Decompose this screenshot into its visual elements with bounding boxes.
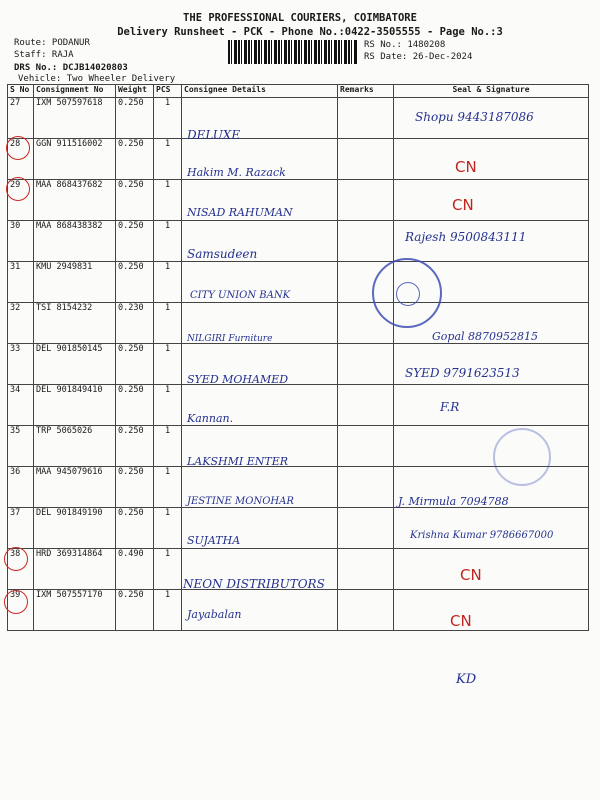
consignment-cell: IXM 507597618 — [34, 98, 116, 139]
handwritten-consignee: SYED MOHAMED — [187, 373, 289, 386]
handwritten-consignee: SUJATHA — [187, 534, 241, 547]
handwritten-consignee: LAKSHMI ENTER — [187, 455, 289, 468]
handwritten-signature: Krishna Kumar 9786667000 — [410, 530, 554, 541]
remarks-cell — [338, 98, 394, 139]
handwritten-signature: Rajesh 9500843111 — [405, 230, 527, 244]
sno-cell: 39 — [8, 590, 34, 631]
consignment-cell: DEL 901850145 — [34, 344, 116, 385]
remarks-cell — [338, 426, 394, 467]
pcs-cell: 1 — [154, 98, 182, 139]
red-circle-mark — [6, 177, 30, 201]
handwritten-signature: J. Mirmula 7094788 — [398, 495, 509, 508]
handwritten-consignee: Samsudeen — [187, 247, 258, 261]
consignment-cell: IXM 507557170 — [34, 590, 116, 631]
consignment-cell: DEL 901849410 — [34, 385, 116, 426]
drs-number: DRS No.: DCJB14020803 — [14, 63, 128, 73]
handwritten-consignee: NEON DISTRIBUTORS — [183, 577, 325, 591]
pcs-cell: 1 — [154, 590, 182, 631]
vehicle-label: Vehicle: Two Wheeler Delivery — [18, 74, 176, 84]
remarks-cell — [338, 590, 394, 631]
remarks-cell — [338, 467, 394, 508]
handwritten-signature: F.R — [440, 400, 460, 414]
remarks-cell — [338, 549, 394, 590]
col-remarks: Remarks — [338, 85, 394, 98]
consignment-cell: DEL 901849190 — [34, 508, 116, 549]
sno-cell: 35 — [8, 426, 34, 467]
sno-cell: 31 — [8, 262, 34, 303]
pcs-cell: 1 — [154, 549, 182, 590]
pcs-cell: 1 — [154, 426, 182, 467]
sno-cell: 37 — [8, 508, 34, 549]
weight-cell: 0.490 — [116, 549, 154, 590]
col-pcs: PCS — [154, 85, 182, 98]
remarks-cell — [338, 508, 394, 549]
remarks-cell — [338, 180, 394, 221]
handwritten-consignee: NILGIRI Furniture — [187, 334, 273, 344]
cn-mark: CN — [450, 612, 472, 630]
faint-seal-stamp — [493, 428, 551, 486]
table-row — [8, 139, 589, 180]
weight-cell: 0.250 — [116, 262, 154, 303]
weight-cell: 0.250 — [116, 467, 154, 508]
table-header-row — [8, 85, 589, 98]
staff-label: Staff: RAJA — [14, 50, 74, 60]
table-row — [8, 180, 589, 221]
rs-number: RS No.: 1480208 — [364, 40, 446, 50]
signature-cell — [394, 549, 589, 590]
red-circle-mark — [4, 547, 28, 571]
handwritten-consignee: JESTINE MONOHAR — [187, 496, 294, 507]
signature-cell — [394, 590, 589, 631]
handwritten-signature: Shopu 9443187086 — [415, 110, 534, 124]
signature-cell — [394, 385, 589, 426]
pcs-cell: 1 — [154, 344, 182, 385]
bank-seal-stamp — [372, 258, 442, 328]
table-row — [8, 590, 589, 631]
col-weight: Weight — [116, 85, 154, 98]
weight-cell: 0.250 — [116, 385, 154, 426]
remarks-cell — [338, 221, 394, 262]
consignment-cell: MAA 868437682 — [34, 180, 116, 221]
weight-cell: 0.250 — [116, 180, 154, 221]
handwritten-consignee: Kannan. — [187, 412, 234, 425]
red-circle-mark — [4, 590, 28, 614]
table-row — [8, 385, 589, 426]
handwritten-consignee: NISAD RAHUMAN — [187, 206, 293, 219]
delivery-table — [7, 84, 589, 631]
handwritten-signature: Gopal 8870952815 — [432, 330, 539, 343]
col-sno: S No — [8, 85, 34, 98]
weight-cell: 0.230 — [116, 303, 154, 344]
col-consignee: Consignee Details — [182, 85, 338, 98]
cn-mark: CN — [455, 158, 477, 176]
weight-cell: 0.250 — [116, 426, 154, 467]
pcs-cell: 1 — [154, 221, 182, 262]
col-signature: Seal & Signature — [394, 85, 589, 98]
route-label: Route: PODANUR — [14, 38, 90, 48]
consignment-cell: TSI 8154232 — [34, 303, 116, 344]
runsheet-title: Delivery Runsheet - PCK - Phone No.:0422-3505555 - Page No.:3 — [117, 26, 503, 38]
sno-cell: 36 — [8, 467, 34, 508]
sno-cell: 33 — [8, 344, 34, 385]
weight-cell: 0.250 — [116, 221, 154, 262]
weight-cell: 0.250 — [116, 508, 154, 549]
barcode — [228, 40, 358, 64]
consignment-cell: MAA 868438382 — [34, 221, 116, 262]
cn-mark: CN — [460, 566, 482, 584]
remarks-cell — [338, 139, 394, 180]
rs-date: RS Date: 26-Dec-2024 — [364, 52, 473, 62]
red-circle-mark — [6, 136, 30, 160]
pcs-cell: 1 — [154, 508, 182, 549]
sno-cell: 27 — [8, 98, 34, 139]
remarks-cell — [338, 344, 394, 385]
handwritten-signature: SYED 9791623513 — [405, 366, 520, 380]
consignment-cell: GGN 911516002 — [34, 139, 116, 180]
company-title: THE PROFESSIONAL COURIERS, COIMBATORE — [183, 12, 417, 24]
pcs-cell: 1 — [154, 139, 182, 180]
cn-mark: CN — [452, 196, 474, 214]
weight-cell: 0.250 — [116, 98, 154, 139]
table-row — [8, 508, 589, 549]
signature-cell — [394, 426, 589, 467]
pcs-cell: 1 — [154, 303, 182, 344]
sno-cell: 29 — [8, 180, 34, 221]
signature-cell — [394, 139, 589, 180]
signature-cell — [394, 508, 589, 549]
sno-cell: 28 — [8, 139, 34, 180]
weight-cell: 0.250 — [116, 590, 154, 631]
remarks-cell — [338, 385, 394, 426]
sno-cell: 34 — [8, 385, 34, 426]
consignment-cell: HRD 369314864 — [34, 549, 116, 590]
consignment-cell: MAA 945079616 — [34, 467, 116, 508]
consignment-cell: KMU 2949831 — [34, 262, 116, 303]
pcs-cell: 1 — [154, 262, 182, 303]
weight-cell: 0.250 — [116, 344, 154, 385]
handwritten-consignee: CITY UNION BANK — [190, 290, 291, 301]
signature-cell — [394, 180, 589, 221]
pcs-cell: 1 — [154, 385, 182, 426]
pcs-cell: 1 — [154, 180, 182, 221]
weight-cell: 0.250 — [116, 139, 154, 180]
sno-cell: 30 — [8, 221, 34, 262]
handwritten-consignee: Hakim M. Razack — [187, 166, 286, 179]
col-consignment: Consignment No — [34, 85, 116, 98]
pcs-cell: 1 — [154, 467, 182, 508]
sno-cell: 32 — [8, 303, 34, 344]
handwritten-consignee: DELUXE — [187, 128, 241, 142]
footer-initials: KD — [456, 672, 477, 687]
sno-cell: 38 — [8, 549, 34, 590]
consignment-cell: TRP 5065026 — [34, 426, 116, 467]
table-row — [8, 262, 589, 303]
handwritten-consignee: Jayabalan — [187, 608, 242, 621]
